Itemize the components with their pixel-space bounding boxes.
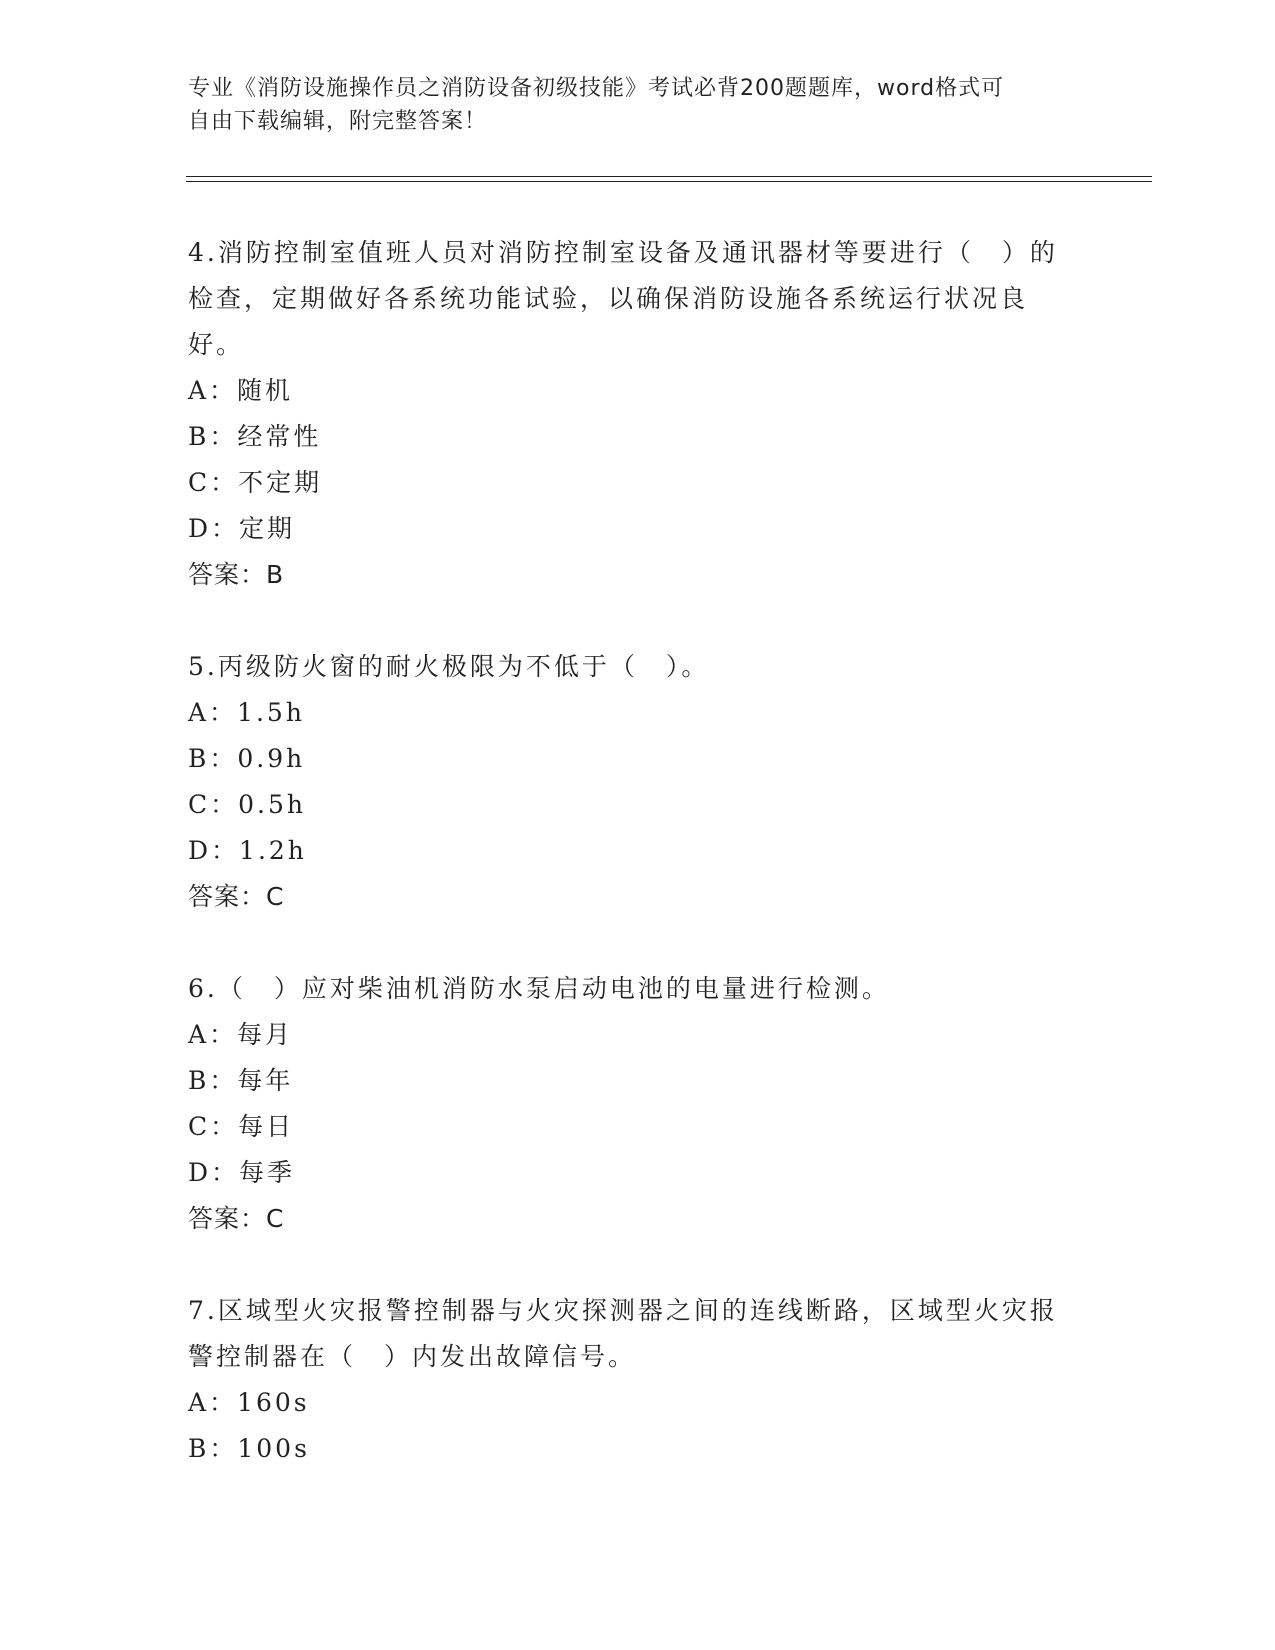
question-list (188, 230, 1068, 1518)
question-stem: 6.（ ）应对柴油机消防水泵启动电池的电量进行检测。 (188, 974, 890, 1003)
answer: 答案：C (188, 882, 285, 911)
option-a: A：每月 (188, 1020, 294, 1049)
option-c: C：每日 (188, 1112, 295, 1141)
question-6 (188, 966, 1068, 1242)
question-stem: 4.消防控制室值班人员对消防控制室设备及通讯器材等要进行（ ）的检查，定期做好各系统功能试验，以确保消防设施各系统运行状况良好。 (188, 238, 1058, 359)
option-c: C：不定期 (188, 468, 323, 497)
header-divider-bottom (186, 181, 1152, 182)
option-d: D：每季 (188, 1158, 296, 1187)
header-divider-top (186, 176, 1152, 177)
answer: 答案：C (188, 1204, 285, 1233)
question-stem: 5.丙级防火窗的耐火极限为不低于（ ）。 (188, 652, 710, 681)
option-b: B：每年 (188, 1066, 294, 1095)
option-a: A：随机 (188, 376, 294, 405)
question-7 (188, 1288, 1068, 1472)
option-d: D：1.2h (188, 836, 307, 865)
question-5 (188, 644, 1068, 920)
header-line-1: 专业《消防设施操作员之消防设备初级技能》考试必背200题题库，word格式可 (188, 76, 1005, 101)
question-4 (188, 230, 1068, 598)
option-a: A：160s (188, 1388, 310, 1417)
option-c: C：0.5h (188, 790, 306, 819)
option-a: A：1.5h (188, 698, 305, 727)
answer: 答案：B (188, 560, 285, 589)
header-line-2: 自由下载编辑，附完整答案！ (188, 109, 488, 134)
option-b: B：0.9h (188, 744, 306, 773)
document-header (188, 72, 1068, 138)
option-b: B：经常性 (188, 422, 322, 451)
option-d: D：定期 (188, 514, 296, 543)
option-b: B：100s (188, 1434, 310, 1463)
question-stem: 7.区域型火灾报警控制器与火灾探测器之间的连线断路，区域型火灾报警控制器在（ ）内发出故障信号。 (188, 1296, 1058, 1371)
